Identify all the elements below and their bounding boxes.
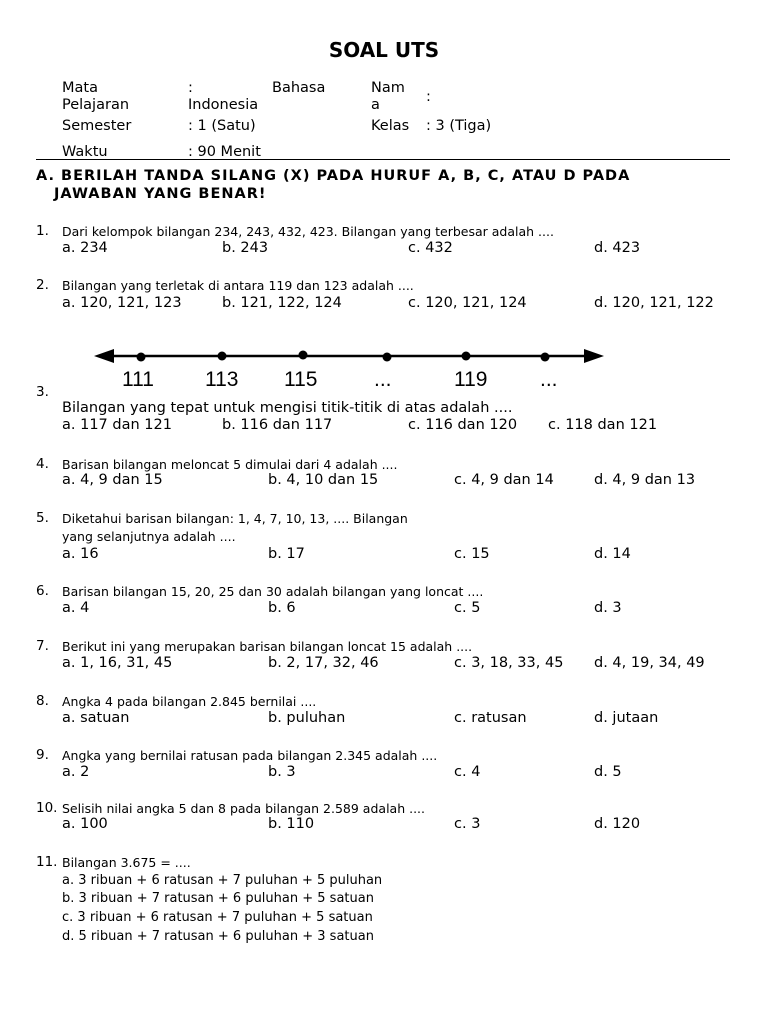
question-1-number: 1. [36, 223, 49, 239]
question-9-option-a[interactable]: a. 2 [62, 764, 90, 780]
question-11-option-d[interactable]: d. 5 ribuan + 7 ratusan + 6 puluhan + 3 satuan [62, 929, 374, 944]
semester-value: : 1 (Satu) [188, 118, 256, 134]
mata-pelajaran-value-line2: Indonesia [188, 97, 259, 113]
question-8-option-c[interactable]: c. ratusan [454, 710, 527, 726]
number-line-label-115: 115 [284, 368, 318, 391]
question-11-number: 11. [36, 854, 58, 870]
nama-label-line2: a [371, 97, 380, 113]
question-9-option-d[interactable]: d. 5 [594, 764, 622, 780]
question-5-number: 5. [36, 510, 49, 526]
question-5-option-a[interactable]: a. 16 [62, 546, 99, 562]
question-8-option-d[interactable]: d. jutaan [594, 710, 659, 726]
question-2-number: 2. [36, 277, 49, 293]
question-3-option-b[interactable]: b. 116 dan 117 [222, 417, 333, 433]
question-5-text-line1: Diketahui barisan bilangan: 1, 4, 7, 10, 13, .... Bilangan [62, 511, 408, 526]
number-line-point [299, 351, 308, 360]
question-4-text: Barisan bilangan meloncat 5 dimulai dari 4 adalah .... [62, 457, 398, 472]
question-6-option-b[interactable]: b. 6 [268, 600, 296, 616]
question-7-option-c[interactable]: c. 3, 18, 33, 45 [454, 655, 564, 671]
number-line-figure [90, 342, 610, 394]
question-8-text: Angka 4 pada bilangan 2.845 bernilai .... [62, 694, 317, 709]
question-9-number: 9. [36, 747, 49, 763]
question-2-text: Bilangan yang terletak di antara 119 dan 123 adalah .... [62, 278, 414, 293]
number-line-point [137, 353, 146, 362]
kelas-label: Kelas [371, 118, 410, 134]
question-5-option-b[interactable]: b. 17 [268, 546, 305, 562]
question-7-number: 7. [36, 638, 49, 654]
mata-pelajaran-value-line1: Bahasa [272, 80, 326, 96]
number-line-label-119: 119 [454, 368, 488, 391]
question-1-option-d[interactable]: d. 423 [594, 240, 641, 256]
right-arrowhead-icon [584, 349, 604, 363]
nama-label-line1: Nam [371, 80, 405, 96]
number-line-label-113: 113 [205, 368, 239, 391]
question-4-option-c[interactable]: c. 4, 9 dan 14 [454, 472, 554, 488]
section-a-heading-line2: JAWABAN YANG BENAR! [54, 186, 267, 202]
question-6-option-c[interactable]: c. 5 [454, 600, 481, 616]
left-arrowhead-icon [94, 349, 114, 363]
number-line-label-111: 111 [122, 368, 154, 391]
question-4-option-d[interactable]: d. 4, 9 dan 13 [594, 472, 696, 488]
question-1-option-c[interactable]: c. 432 [408, 240, 453, 256]
page-title: SOAL UTS [328, 38, 440, 62]
question-1-text: Dari kelompok bilangan 234, 243, 432, 423. Bilangan yang terbesar adalah .... [62, 224, 554, 239]
question-7-option-a[interactable]: a. 1, 16, 31, 45 [62, 655, 173, 671]
question-3-option-c[interactable]: c. 116 dan 120 [408, 417, 518, 433]
question-3-option-a[interactable]: a. 117 dan 121 [62, 417, 172, 433]
question-11-option-b[interactable]: b. 3 ribuan + 7 ratusan + 6 puluhan + 5 satuan [62, 891, 374, 906]
number-line-label-blank-1: ... [374, 368, 392, 391]
number-line-point [218, 352, 227, 361]
question-11-text: Bilangan 3.675 = .... [62, 855, 191, 870]
semester-label: Semester [62, 118, 132, 134]
nama-colon: : [426, 89, 431, 105]
mata-pelajaran-colon: : [188, 80, 193, 96]
question-7-text: Berikut ini yang merupakan barisan bilangan loncat 15 adalah .... [62, 639, 473, 654]
header-divider [36, 159, 730, 160]
question-3-option-d[interactable]: c. 118 dan 121 [548, 417, 658, 433]
question-2-option-a[interactable]: a. 120, 121, 123 [62, 295, 182, 311]
question-3-text: Bilangan yang tepat untuk mengisi titik-titik di atas adalah .... [62, 400, 513, 416]
question-10-option-c[interactable]: c. 3 [454, 816, 481, 832]
question-10-number: 10. [36, 800, 58, 816]
question-11-option-a[interactable]: a. 3 ribuan + 6 ratusan + 7 puluhan + 5 puluhan [62, 873, 383, 888]
question-9-text: Angka yang bernilai ratusan pada bilangan 2.345 adalah .... [62, 748, 438, 763]
question-10-option-b[interactable]: b. 110 [268, 816, 315, 832]
question-10-option-a[interactable]: a. 100 [62, 816, 108, 832]
question-4-option-a[interactable]: a. 4, 9 dan 15 [62, 472, 163, 488]
mata-pelajaran-label-line2: Pelajaran [62, 97, 130, 113]
question-11-option-c[interactable]: c. 3 ribuan + 6 ratusan + 7 puluhan + 5 satuan [62, 910, 373, 925]
question-7-option-b[interactable]: b. 2, 17, 32, 46 [268, 655, 379, 671]
number-line-point [462, 352, 471, 361]
number-line-point [383, 353, 392, 362]
question-10-text: Selisih nilai angka 5 dan 8 pada bilangan 2.589 adalah .... [62, 801, 425, 816]
question-9-option-c[interactable]: c. 4 [454, 764, 481, 780]
question-8-number: 8. [36, 693, 49, 709]
question-2-option-c[interactable]: c. 120, 121, 124 [408, 295, 527, 311]
question-2-option-d[interactable]: d. 120, 121, 122 [594, 295, 714, 311]
question-5-option-d[interactable]: d. 14 [594, 546, 631, 562]
question-9-option-b[interactable]: b. 3 [268, 764, 296, 780]
question-1-option-a[interactable]: a. 234 [62, 240, 108, 256]
question-8-option-a[interactable]: a. satuan [62, 710, 130, 726]
question-4-option-b[interactable]: b. 4, 10 dan 15 [268, 472, 379, 488]
question-3-number: 3. [36, 384, 49, 400]
waktu-value: : 90 Menit [188, 144, 261, 160]
question-5-option-c[interactable]: c. 15 [454, 546, 490, 562]
question-4-number: 4. [36, 456, 49, 472]
question-10-option-d[interactable]: d. 120 [594, 816, 641, 832]
question-6-number: 6. [36, 583, 49, 599]
question-7-option-d[interactable]: d. 4, 19, 34, 49 [594, 655, 705, 671]
question-5-text-line2: yang selanjutnya adalah .... [62, 529, 236, 544]
kelas-value: : 3 (Tiga) [426, 118, 492, 134]
question-6-text: Barisan bilangan 15, 20, 25 dan 30 adalah bilangan yang loncat .... [62, 584, 484, 599]
section-a-heading-line1: A. BERILAH TANDA SILANG (X) PADA HURUF A, B, C, ATAU D PADA [36, 168, 631, 184]
question-8-option-b[interactable]: b. puluhan [268, 710, 346, 726]
mata-pelajaran-label-line1: Mata [62, 80, 98, 96]
waktu-label: Waktu [62, 144, 108, 160]
number-line-label-blank-2: ... [540, 368, 558, 391]
question-6-option-d[interactable]: d. 3 [594, 600, 622, 616]
number-line-point [541, 353, 550, 362]
question-6-option-a[interactable]: a. 4 [62, 600, 90, 616]
question-2-option-b[interactable]: b. 121, 122, 124 [222, 295, 342, 311]
question-1-option-b[interactable]: b. 243 [222, 240, 269, 256]
